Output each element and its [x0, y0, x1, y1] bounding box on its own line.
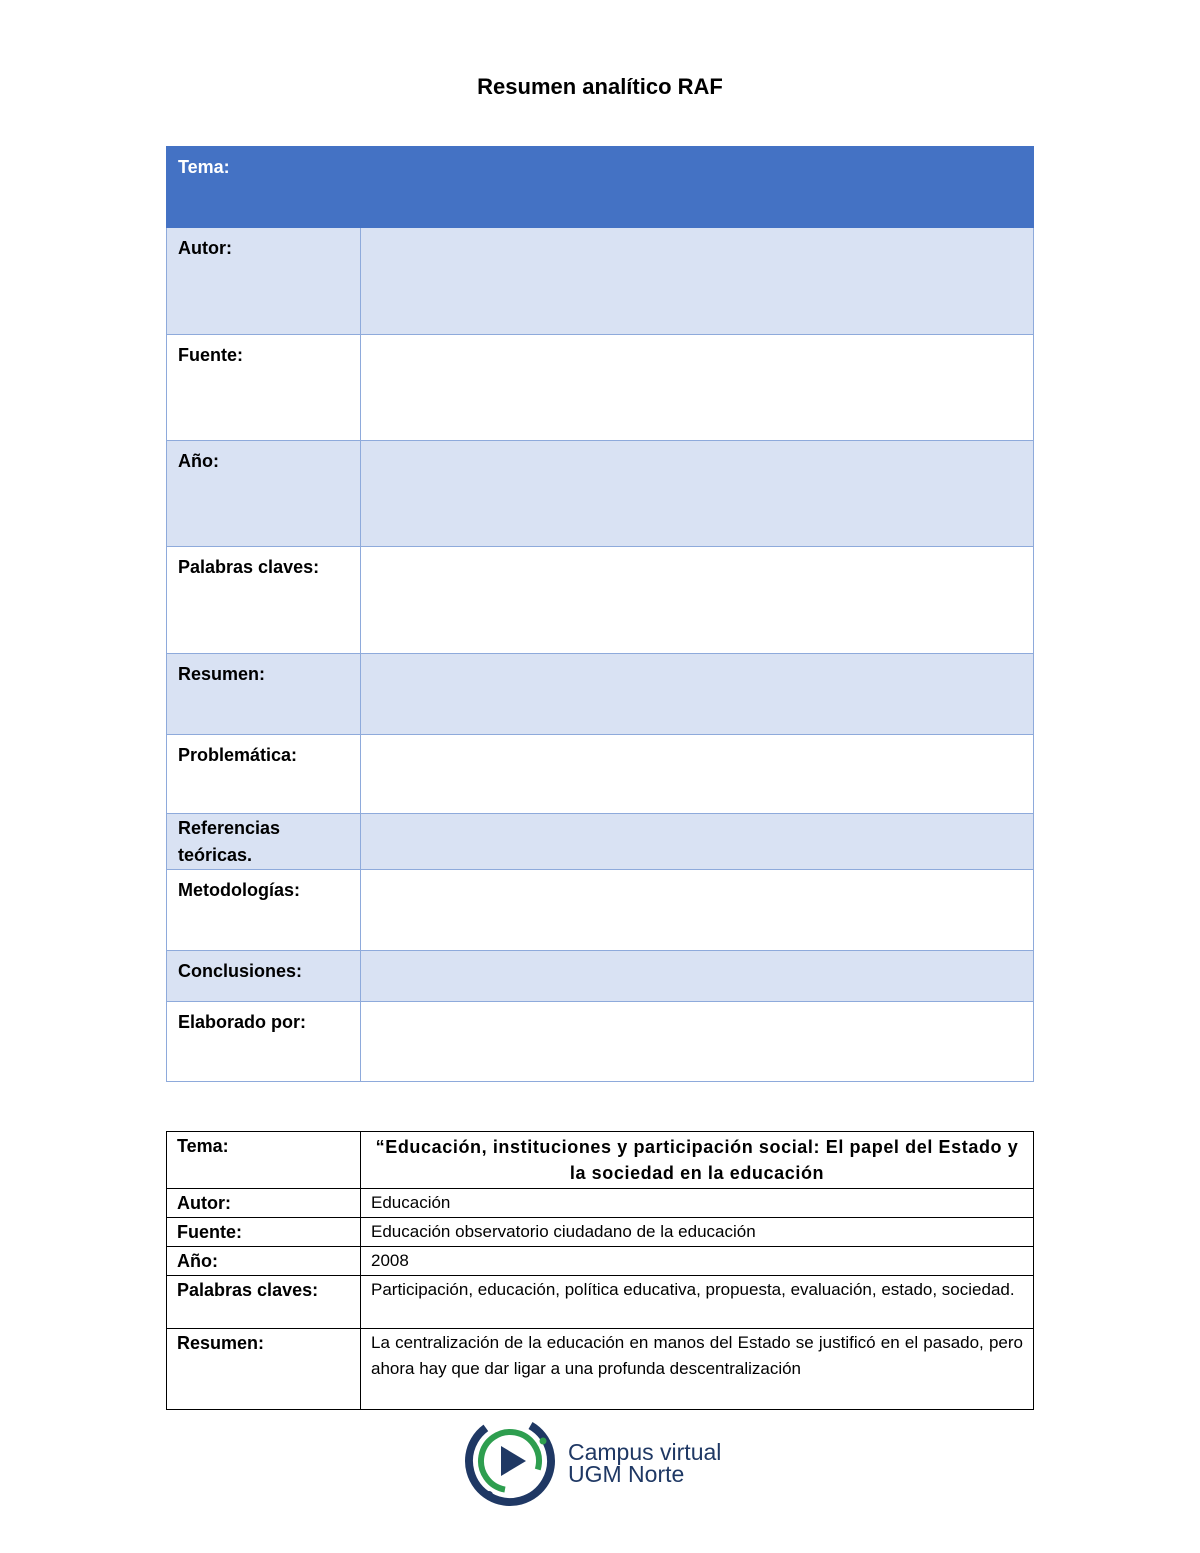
filled-label-tema: Tema: [167, 1132, 361, 1189]
filled-value-palabras-claves: Participación, educación, política educativa, propuesta, evaluación, estado, sociedad. [361, 1276, 1034, 1329]
logo-wordmark [568, 1441, 721, 1485]
filled-value-autor: Educación [361, 1189, 1034, 1218]
template-value-autor[interactable] [361, 228, 1034, 335]
page-title: Resumen analítico RAF [477, 74, 723, 99]
filled-label-palabras-claves: Palabras claves: [167, 1276, 361, 1329]
template-row-conclusiones [167, 951, 1034, 1002]
template-row-referencias [167, 814, 1034, 870]
filled-label-ano: Año: [167, 1247, 361, 1276]
template-row-metodologias [167, 870, 1034, 951]
template-label-problematica: Problemática: [167, 735, 361, 814]
logo-line-1: Campus virtual [568, 1439, 722, 1465]
template-label-autor: Autor: [167, 228, 361, 335]
template-label-palabras-claves: Palabras claves: [167, 547, 361, 654]
filled-label-resumen: Resumen: [167, 1329, 361, 1410]
template-row-ano [167, 441, 1034, 547]
template-label-ano: Año: [167, 441, 361, 547]
filled-label-fuente: Fuente: [167, 1218, 361, 1247]
template-label-tema: Tema: [167, 147, 1034, 228]
filled-row-resumen [167, 1329, 1034, 1410]
template-row-problematica [167, 735, 1034, 814]
template-value-referencias[interactable] [361, 814, 1034, 870]
filled-row-ano [167, 1247, 1034, 1276]
template-label-referencias: Referencias teóricas. [167, 814, 361, 870]
filled-row-fuente [167, 1218, 1034, 1247]
template-value-problematica[interactable] [361, 735, 1034, 814]
template-label-metodologias: Metodologías: [167, 870, 361, 951]
template-row-autor [167, 228, 1034, 335]
template-value-resumen[interactable] [361, 654, 1034, 735]
template-value-fuente[interactable] [361, 335, 1034, 441]
filled-row-tema [167, 1132, 1034, 1189]
play-circle-icon [462, 1413, 558, 1509]
template-value-elaborado[interactable] [361, 1002, 1034, 1082]
template-label-elaborado: Elaborado por: [167, 1002, 361, 1082]
filled-row-palabras-claves [167, 1276, 1034, 1329]
campus-virtual-logo [462, 1413, 762, 1513]
template-row-resumen [167, 654, 1034, 735]
template-row-fuente [167, 335, 1034, 441]
filled-row-autor [167, 1189, 1034, 1218]
template-row-tema [167, 147, 1034, 228]
raf-filled-table [166, 1131, 1034, 1410]
filled-value-tema: “Educación, instituciones y participación social: El papel del Estado y la sociedad en la educación [361, 1132, 1034, 1189]
template-value-palabras-claves[interactable] [361, 547, 1034, 654]
filled-value-fuente: Educación observatorio ciudadano de la educación [361, 1218, 1034, 1247]
filled-value-ano: 2008 [361, 1247, 1034, 1276]
raf-template-table [166, 146, 1034, 1082]
filled-label-autor: Autor: [167, 1189, 361, 1218]
template-label-conclusiones: Conclusiones: [167, 951, 361, 1002]
template-value-ano[interactable] [361, 441, 1034, 547]
template-row-elaborado [167, 1002, 1034, 1082]
template-label-resumen: Resumen: [167, 654, 361, 735]
filled-value-resumen: La centralización de la educación en manos del Estado se justificó en el pasado, pero ahora hay que dar ligar a una profunda descentralización [361, 1329, 1034, 1410]
logo-line-2: UGM Norte [568, 1461, 685, 1487]
template-value-conclusiones[interactable] [361, 951, 1034, 1002]
template-label-fuente: Fuente: [167, 335, 361, 441]
template-row-palabras-claves [167, 547, 1034, 654]
template-value-metodologias[interactable] [361, 870, 1034, 951]
